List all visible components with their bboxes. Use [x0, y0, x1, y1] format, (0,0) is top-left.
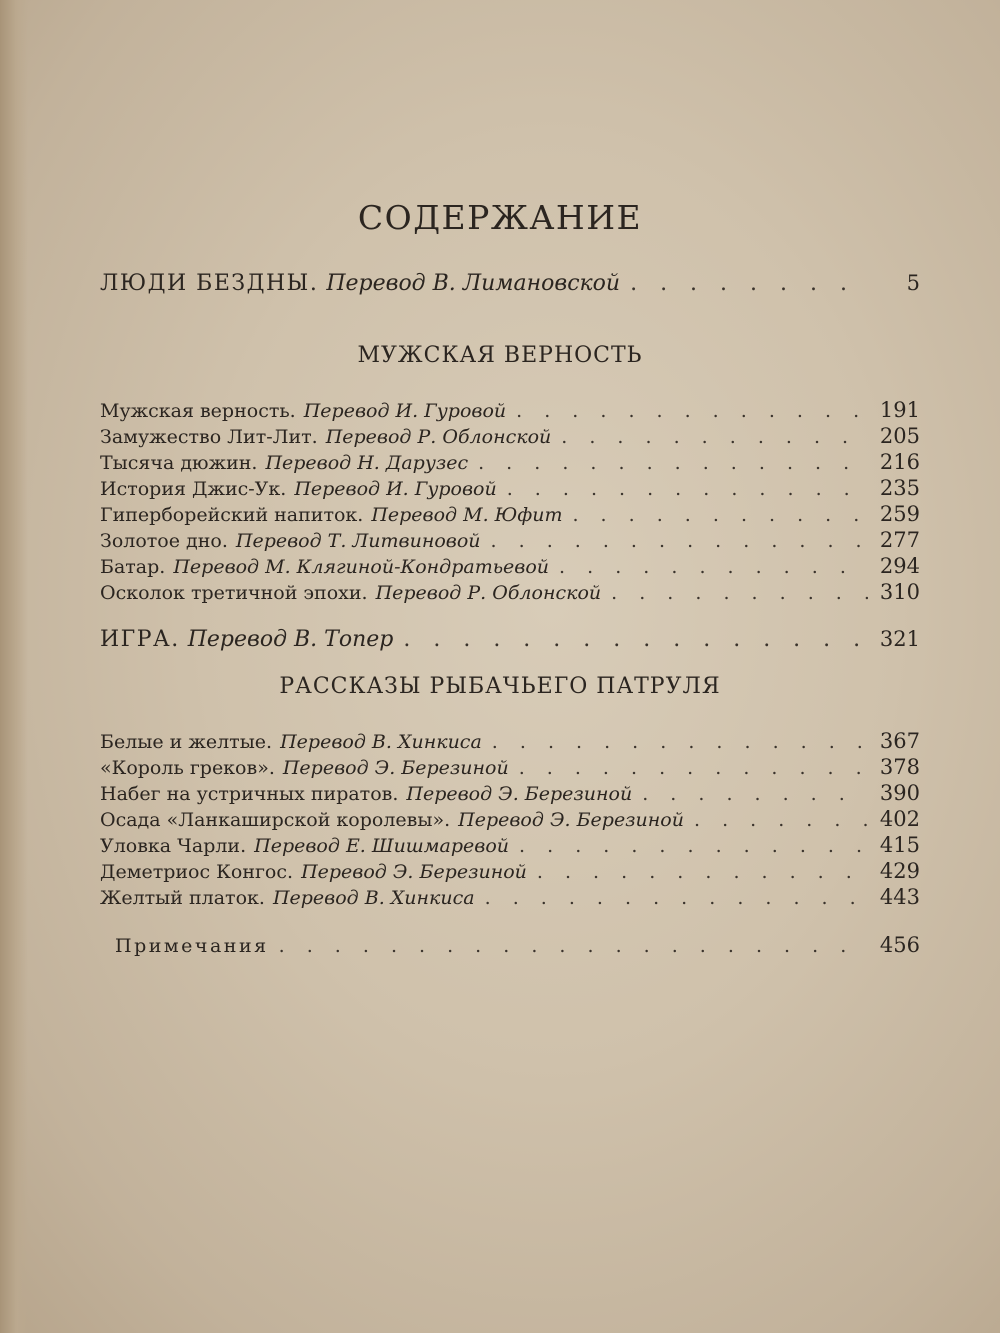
dot-leader [492, 729, 868, 755]
entry-translator: Перевод И. Гуровой [294, 478, 497, 500]
entry-page-number: 277 [879, 528, 920, 552]
entry-title: Набег на устричных пиратов. [100, 783, 399, 805]
entry-translator: Перевод Н. Дарузес [265, 452, 469, 474]
dot-leader [630, 271, 868, 297]
toc-entry [100, 475, 920, 502]
toc-entry [100, 780, 920, 807]
entry-page-number: 5 [906, 271, 920, 295]
entry-translator: Перевод Э. Березиной [282, 757, 509, 779]
toc-entry [100, 397, 920, 424]
entry-title: Осада «Ланкаширской королевы». [100, 809, 451, 831]
entry-page-number: 259 [879, 502, 920, 526]
entry-title: Замужество Лит-Лит. [100, 426, 318, 448]
entry-page-number: 378 [879, 755, 920, 779]
entry-title: Золотое дно. [100, 530, 228, 552]
page-title: СОДЕРЖАНИЕ [357, 198, 643, 237]
entry-page-number: 191 [879, 398, 920, 422]
entry-page-number: 205 [879, 424, 920, 448]
entry-page-number: 456 [879, 933, 920, 957]
entry-title: ЛЮДИ БЕЗДНЫ. [100, 271, 319, 296]
dot-leader [572, 502, 868, 528]
entry-title: Примечания [115, 935, 269, 957]
entry-title: Желтый платок. [100, 887, 265, 909]
entry-page-number: 367 [879, 729, 920, 753]
entry-title: История Джис-Ук. [100, 478, 287, 500]
entry-translator: Перевод М. Клягиной-Кондратьевой [173, 556, 550, 578]
entry-translator: Перевод В. Хинкиса [272, 887, 475, 909]
dot-leader [519, 755, 868, 781]
entry-page-number: 415 [879, 833, 920, 857]
entry-title: Мужская верность. [100, 400, 296, 422]
dot-leader [485, 885, 868, 911]
entry-translator: Перевод Э. Березиной [406, 783, 633, 805]
entry-title: Белые и желтые. [100, 731, 273, 753]
toc-entry [100, 806, 920, 833]
toc-entry [100, 527, 920, 554]
dot-leader [642, 781, 868, 807]
entry-page-number: 390 [879, 781, 920, 805]
entry-translator: Перевод Р. Облонской [325, 426, 552, 448]
dot-leader [561, 424, 868, 450]
dot-leader [507, 476, 868, 502]
entry-page-number: 443 [879, 885, 920, 909]
toc-entry [100, 754, 920, 781]
entry-translator: Перевод Е. Шишмаревой [254, 835, 510, 857]
entry-page-number: 294 [879, 554, 920, 578]
toc-entry [100, 579, 920, 606]
toc-entry-people-of-the-abyss [100, 270, 920, 297]
entry-translator: Перевод И. Гуровой [303, 400, 507, 422]
dot-leader [559, 554, 868, 580]
toc-entry [100, 832, 920, 859]
entry-title: ИГРА. [100, 627, 180, 652]
entry-translator: Перевод Т. Литвиновой [235, 530, 481, 552]
toc-entry [100, 884, 920, 911]
toc-entry [100, 423, 920, 450]
toc-entry [100, 858, 920, 885]
dot-leader [537, 859, 868, 885]
dot-leader [491, 528, 868, 554]
entry-page-number: 310 [879, 580, 920, 604]
entry-title: Батар. [100, 556, 166, 578]
entry-title: Осколок третичной эпохи. [100, 582, 368, 604]
section-title-fish-patrol: РАССКАЗЫ РЫБАЧЬЕГО ПАТРУЛЯ [279, 674, 721, 699]
toc-entry-notes [115, 932, 920, 959]
dot-leader [478, 450, 868, 476]
entry-page-number: 235 [879, 476, 920, 500]
entry-translator: Перевод В. Лимановской [326, 271, 621, 296]
dot-leader [694, 807, 868, 833]
entry-title: Деметриос Конгос. [100, 861, 294, 883]
dot-leader [519, 833, 868, 859]
toc-entry [100, 449, 920, 476]
dot-leader [403, 627, 868, 653]
toc-entry [100, 728, 920, 755]
entry-title: «Король греков». [100, 757, 275, 779]
entry-page-number: 429 [879, 859, 920, 883]
entry-translator: Перевод В. Хинкиса [280, 731, 482, 753]
entry-translator: Перевод В. Топер [187, 627, 394, 652]
entry-page-number: 402 [879, 807, 920, 831]
entry-page-number: 216 [879, 450, 920, 474]
entry-translator: Перевод М. Юфит [371, 504, 563, 526]
entry-translator: Перевод Э. Березиной [458, 809, 684, 831]
toc-entry-game [100, 626, 920, 653]
entry-page-number: 321 [879, 627, 920, 651]
section-title-male-fidelity: МУЖСКАЯ ВЕРНОСТЬ [357, 343, 643, 368]
toc-entry [100, 501, 920, 528]
entry-translator: Перевод Р. Облонской [375, 582, 602, 604]
dot-leader [611, 580, 868, 606]
entry-title: Гиперборейский напиток. [100, 504, 364, 526]
entry-translator: Перевод Э. Березиной [301, 861, 527, 883]
entry-title: Уловка Чарли. [100, 835, 247, 857]
dot-leader [279, 933, 868, 959]
toc-entry [100, 553, 920, 580]
entry-title: Тысяча дюжин. [100, 452, 258, 474]
dot-leader [516, 398, 868, 424]
